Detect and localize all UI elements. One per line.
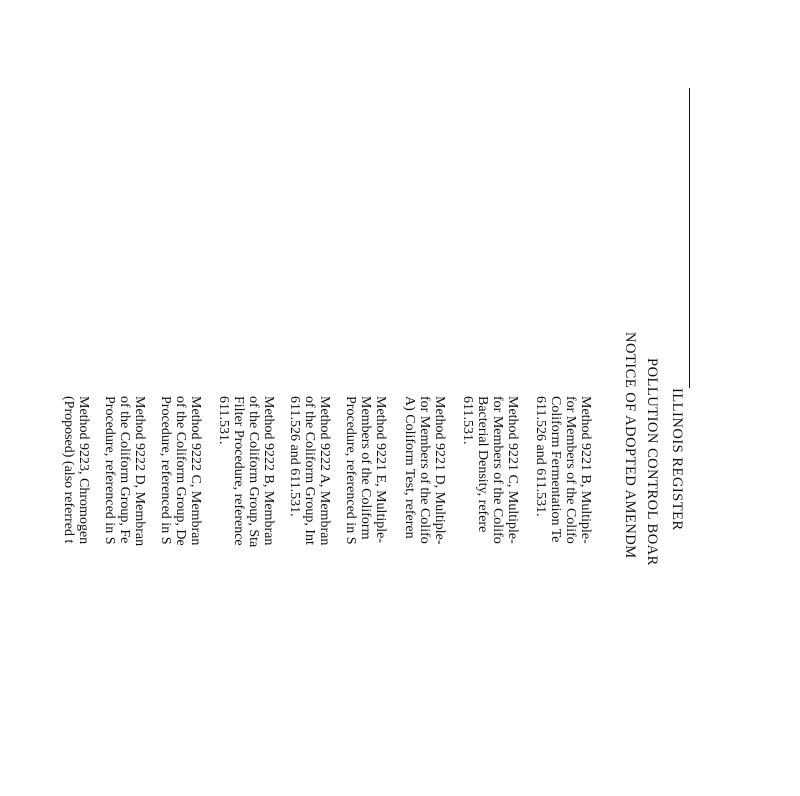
method-paragraph — [61, 396, 91, 796]
text-line: Members of the Coliform — [358, 396, 373, 540]
text-line: Method 9222 A, Membran — [317, 396, 332, 546]
text-line: Method 9221 B, Multiple- — [578, 396, 593, 544]
method-paragraph — [102, 396, 147, 796]
text-line: for Members of the Colifo — [563, 396, 578, 544]
text-line: Procedure, referenced in S — [343, 396, 358, 545]
text-line: Method 9221 D, Multiple- — [432, 396, 447, 545]
text-line: 611.526 and 611.531. — [287, 396, 302, 517]
method-paragraph — [460, 396, 520, 796]
text-line: 611.531. — [460, 396, 475, 445]
text-line: Method 9222 B, Membran — [261, 396, 276, 546]
method-paragraph — [216, 396, 276, 796]
text-line: Procedure, referenced in S — [102, 396, 117, 545]
text-line: of the Coliform Group, Sta — [246, 396, 261, 548]
text-line: 611.526 and 611.531. — [533, 396, 548, 517]
method-paragraph — [402, 396, 447, 796]
text-line: Method 9221 E, Multiple- — [373, 396, 388, 543]
text-line: Method 9222 D, Membran — [132, 396, 147, 547]
text-line: of the Coliform Group, Fe — [117, 396, 132, 544]
text-line: Method 9223, Chromogen — [76, 396, 91, 545]
header-rule — [689, 88, 690, 388]
text-line: of the Coliform Group, De — [173, 396, 188, 546]
register-title: ILLINOIS REGISTER — [669, 388, 685, 531]
text-line: Bacterial Density, refere — [475, 396, 490, 533]
text-line: (Proposed) (also referred t — [61, 396, 76, 544]
rotated-page — [61, 88, 688, 648]
text-line: for Members of the Colifo — [490, 396, 505, 544]
text-line: Coliform Fermentation Te — [548, 396, 563, 543]
text-line: Filter Procedure, reference — [231, 396, 246, 546]
text-line: of the Coliform Group, Int — [302, 396, 317, 545]
method-paragraph — [287, 396, 332, 796]
method-paragraph — [158, 396, 203, 796]
text-line: for Members of the Colifo — [417, 396, 432, 544]
agency-title: POLLUTION CONTROL BOAR — [644, 358, 660, 566]
notice-heading: NOTICE OF ADOPTED AMENDM — [622, 332, 638, 559]
text-line: Procedure, referenced in S — [158, 396, 173, 545]
text-line: Method 9222 C, Membran — [188, 396, 203, 546]
text-line: A) Coliform Test, referen — [402, 396, 417, 539]
method-paragraph — [343, 396, 388, 796]
text-line: 611.531. — [216, 396, 231, 445]
method-paragraph — [533, 396, 593, 796]
text-line: Method 9221 C, Multiple- — [505, 396, 520, 544]
